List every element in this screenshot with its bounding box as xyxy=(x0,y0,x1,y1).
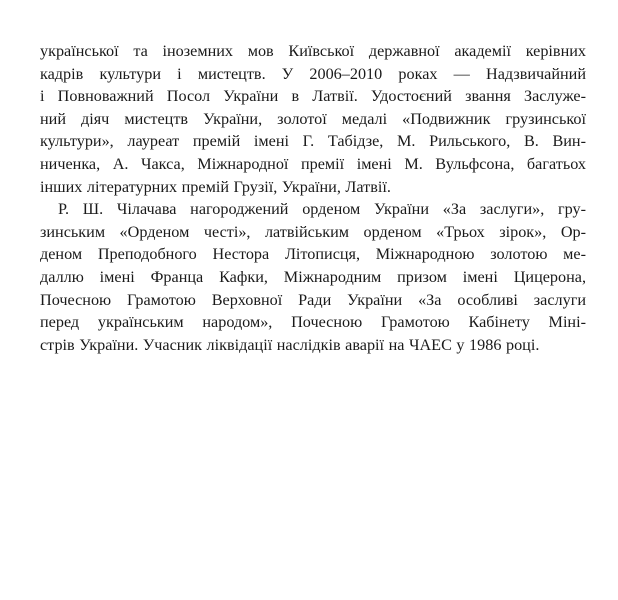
text-line: культури», лауреат премій імені Г. Табідзе, М. Рильського, В. Вин- xyxy=(40,132,586,151)
text-line: ний діяч мистецтв України, золотої медалі «Подвижник грузинської xyxy=(40,109,586,128)
text-line: перед українським народом», Почесною Грамотою Кабінету Міні- xyxy=(40,313,586,332)
text-line: української та іноземних мов Київської державної академії керівних xyxy=(40,42,586,60)
text-line: і Повноважний Посол України в Латвії. Удостоєний звання Заслуже- xyxy=(40,87,586,106)
text-line: Почесною Грамотою Верховної Ради України «За особливі заслуги xyxy=(40,290,586,309)
paragraph-awards xyxy=(40,198,586,356)
text-line: ниченка, А. Чакса, Міжнародної премії імені М. Вульфсона, багатьох xyxy=(40,154,586,173)
text-line: деном Преподобного Нестора Літописця, Міжнародною золотою ме- xyxy=(40,245,586,264)
text-line: даллю імені Франца Кафки, Міжнародним призом імені Цицерона, xyxy=(40,267,586,286)
text-line: стрів України. Учасник ліквідації наслідків аварії на ЧАЕС у 1986 році. xyxy=(40,335,540,354)
document-page xyxy=(40,40,586,356)
paragraph-biography-continuation xyxy=(40,40,586,198)
text-line: Р. Ш. Чілачава нагороджений орденом України «За заслуги», гру- xyxy=(58,200,586,219)
text-line: кадрів культури і мистецтв. У 2006–2010 роках — Надзвичайний xyxy=(40,64,586,83)
text-line: інших літературних премій Грузії, України, Латвії. xyxy=(40,177,391,196)
text-line: зинським «Орденом честі», латвійським орденом «Трьох зірок», Ор- xyxy=(40,222,586,241)
